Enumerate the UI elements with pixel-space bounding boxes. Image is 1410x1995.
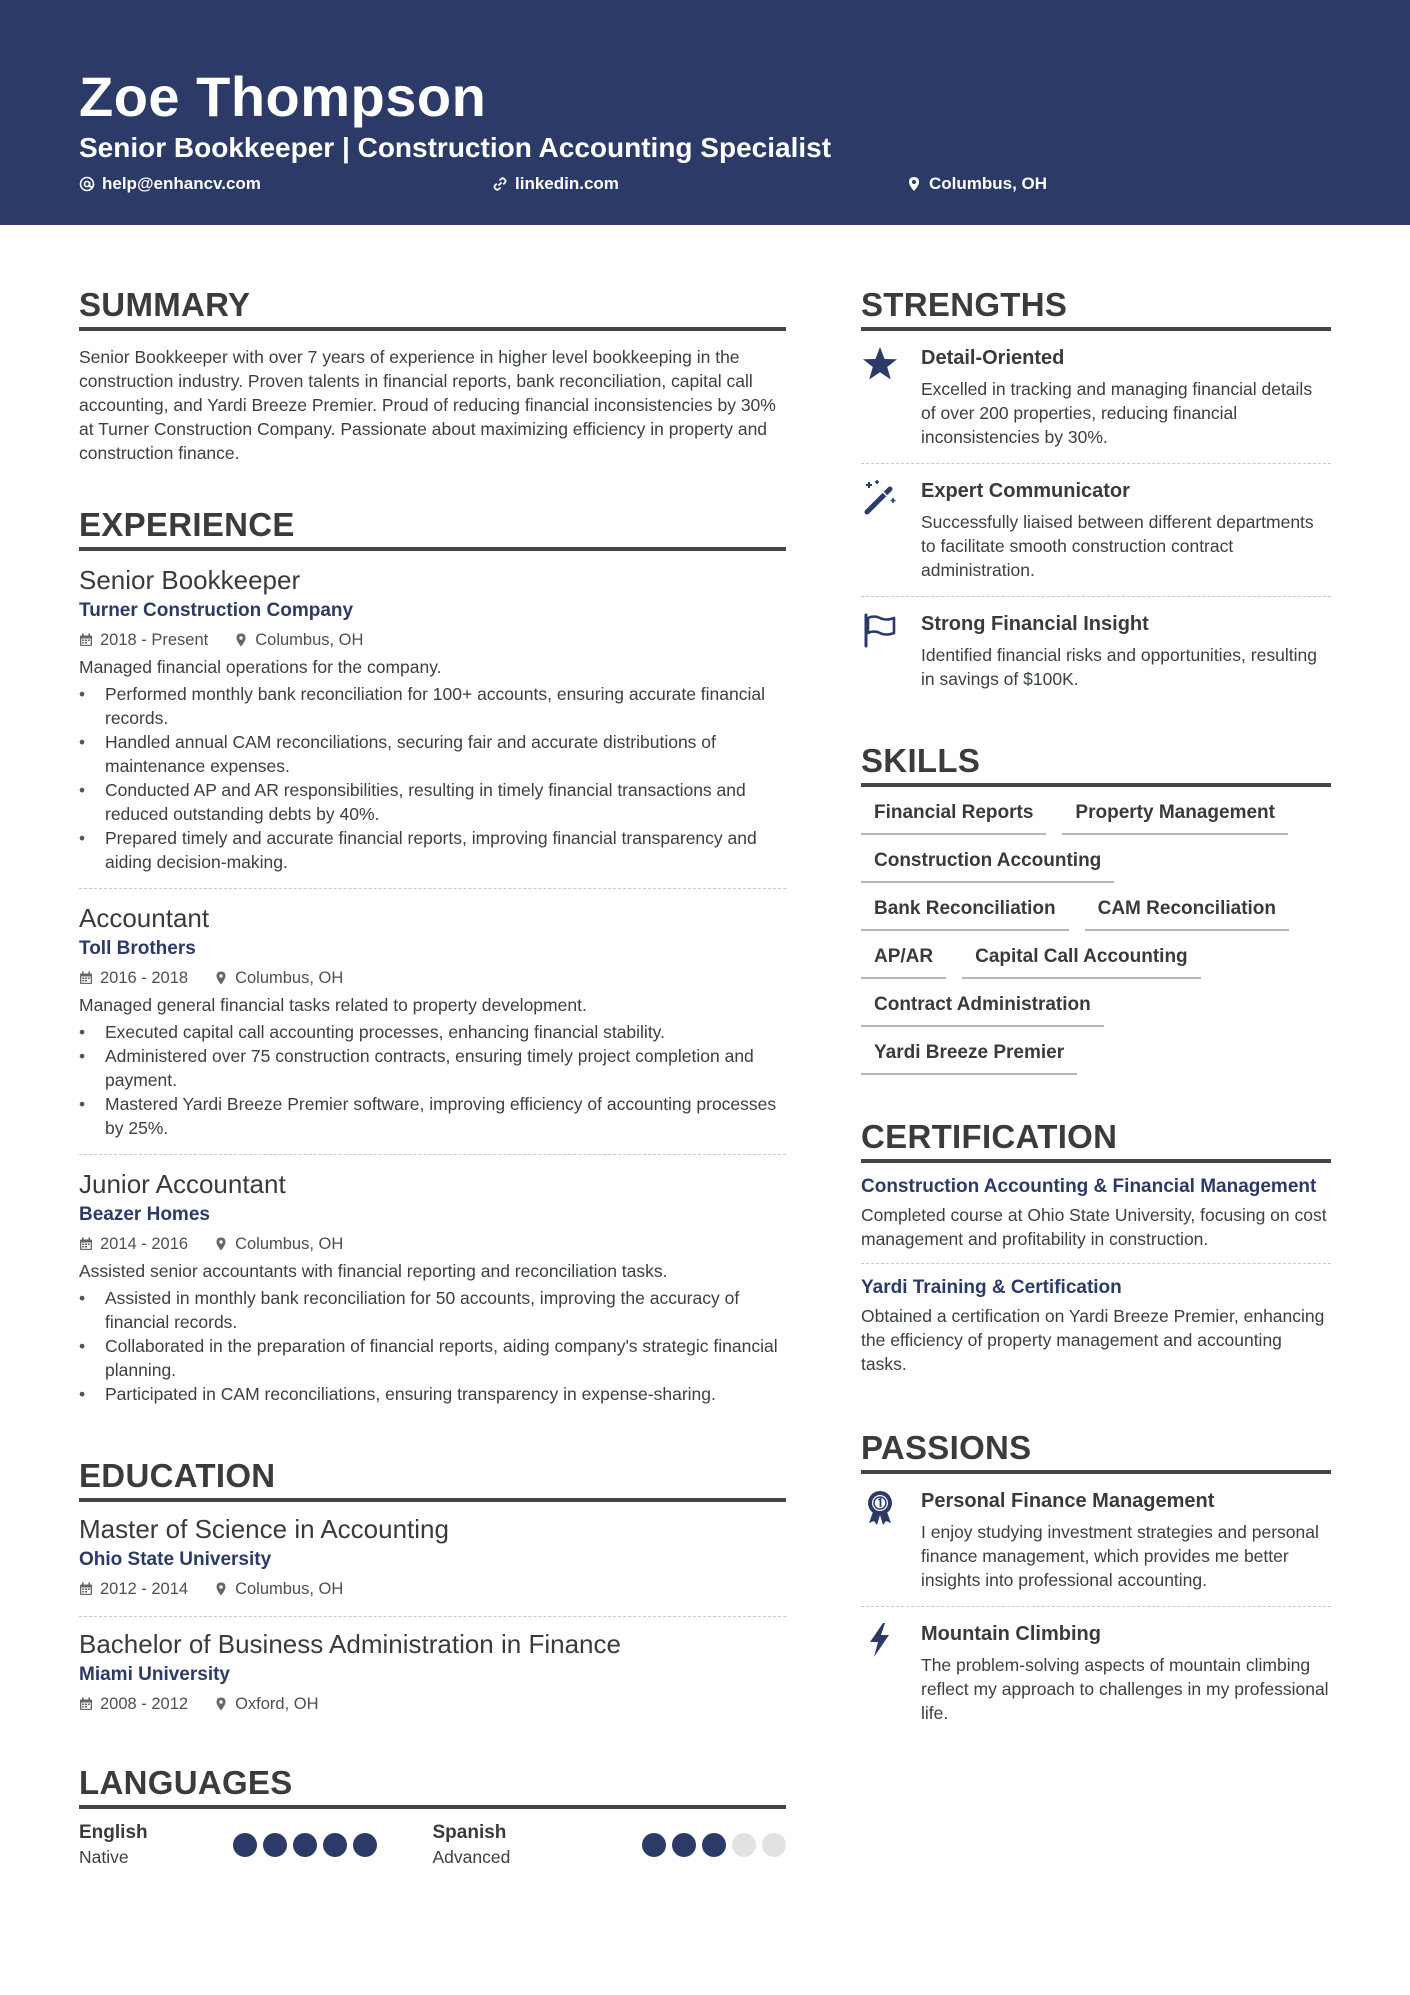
job-description: Managed general financial tasks related to property development.: [79, 995, 587, 1015]
location-pin-icon: [214, 1237, 228, 1251]
calendar-icon: [79, 1582, 93, 1596]
job-meta: [79, 1231, 786, 1257]
language-level: Advanced: [432, 1847, 511, 1867]
rating-dot-filled: [672, 1833, 696, 1857]
experience-section: [79, 505, 786, 1420]
job-dates: [79, 1231, 188, 1257]
strength-title: Expert Communicator: [921, 480, 1130, 502]
skill-tag: Bank Reconciliation: [861, 897, 1069, 931]
location-text: Columbus, OH: [235, 969, 344, 987]
strength-title: Strong Financial Insight: [921, 613, 1149, 635]
right-column: [861, 285, 1331, 1739]
job-company: Turner Construction Company: [79, 600, 354, 621]
language-item: [79, 1821, 433, 1869]
list-item: • Mastered Yardi Breeze Premier software, improving efficiency of accounting processes by 25%.: [79, 1092, 786, 1140]
list-item: • Performed monthly bank reconciliation for 100+ accounts, ensuring accurate financial records.: [79, 682, 786, 730]
summary-heading: SUMMARY: [79, 285, 786, 331]
rating-dot-filled: [293, 1833, 317, 1857]
dates-text: 2008 - 2012: [100, 1695, 189, 1713]
certification-item: [861, 1264, 1331, 1388]
location-pin-icon: [906, 176, 922, 192]
language-item: [433, 1821, 787, 1869]
education-meta: [79, 1691, 786, 1717]
job-description: Managed financial operations for the company.: [79, 657, 442, 677]
list-item: • Collaborated in the preparation of financial reports, aiding company's strategic financial planning.: [79, 1334, 786, 1382]
location-pin-icon: [214, 1697, 228, 1711]
dates-text: 2016 - 2018: [100, 969, 189, 987]
skill-tag: AP/AR: [861, 945, 946, 979]
job-role: Junior Accountant: [79, 1169, 286, 1199]
education-dates: [79, 1576, 188, 1602]
skill-tag: Financial Reports: [861, 801, 1046, 835]
skill-tag: Property Management: [1062, 801, 1288, 835]
language-rating: [642, 1821, 786, 1869]
certification-text: Completed course at Ohio State University, focusing on cost management and profitability in construction.: [861, 1205, 1327, 1249]
at-sign-icon: [79, 176, 95, 192]
list-item: • Administered over 75 construction contracts, ensuring timely project completion and payment.: [79, 1044, 786, 1092]
education-section: [79, 1456, 786, 1731]
calendar-icon: [79, 633, 93, 647]
strength-title: Detail-Oriented: [921, 347, 1065, 369]
language-name: English: [79, 1822, 148, 1843]
strength-item: [861, 464, 1331, 597]
certification-title: Yardi Training & Certification: [861, 1277, 1122, 1298]
summary-text: Senior Bookkeeper with over 7 years of experience in higher level bookkeeping in the construction industry. Proven talents in financial reports, bank reconciliation, capital call accounting, and Yardi Breeze Premier. Proud of reducing financial inconsistencies by 30% at Turner Construction Company. Passionate about maximizing efficiency in property and construction finance.: [79, 347, 776, 463]
job-dates: [79, 627, 208, 653]
skill-tag: Yardi Breeze Premier: [861, 1041, 1077, 1075]
left-column: [79, 285, 786, 1869]
education-heading: EDUCATION: [79, 1456, 786, 1502]
strength-text: Excelled in tracking and managing financial details of over 200 properties, reducing financial inconsistencies by 30%.: [921, 379, 1313, 447]
skills-list: [861, 801, 1331, 1075]
certification-section: [861, 1117, 1331, 1388]
passions-section: [861, 1428, 1331, 1739]
education-location: [214, 1691, 318, 1717]
strength-text: Identified financial risks and opportunities, resulting in savings of $100K.: [921, 645, 1317, 689]
rating-dot-filled: [642, 1833, 666, 1857]
calendar-icon: [79, 1697, 93, 1711]
rating-dot-empty: [762, 1833, 786, 1857]
education-location: [214, 1576, 343, 1602]
list-item: • Assisted in monthly bank reconciliation for 50 accounts, improving the accuracy of financial records.: [79, 1286, 786, 1334]
passion-title: Mountain Climbing: [921, 1623, 1101, 1645]
experience-item: [79, 889, 786, 1155]
award-badge-icon: [861, 1488, 899, 1526]
degree-title: Bachelor of Business Administration in Finance: [79, 1629, 621, 1659]
rating-dot-filled: [353, 1833, 377, 1857]
email-text: help@enhancv.com: [102, 174, 261, 193]
link-icon: [492, 176, 508, 192]
contact-location: [906, 172, 1047, 196]
certification-text: Obtained a certification on Yardi Breeze Premier, enhancing the efficiency of property management and accounting tasks.: [861, 1306, 1325, 1374]
location-text: Columbus, OH: [235, 1580, 344, 1598]
job-location: [214, 1231, 343, 1257]
dates-text: 2012 - 2014: [100, 1580, 189, 1598]
summary-section: [79, 285, 786, 465]
location-pin-icon: [234, 633, 248, 647]
calendar-icon: [79, 971, 93, 985]
job-bullets: [79, 682, 786, 874]
flag-icon: [861, 611, 899, 649]
list-item: • Prepared timely and accurate financial reports, improving financial transparency and aiding decision-making.: [79, 826, 786, 874]
job-company: Toll Brothers: [79, 938, 196, 959]
skills-heading: SKILLS: [861, 741, 1331, 787]
degree-title: Master of Science in Accounting: [79, 1514, 449, 1544]
strengths-section: [861, 285, 1331, 705]
job-location: [214, 965, 343, 991]
skill-tag: Construction Accounting: [861, 849, 1114, 883]
job-location: [234, 627, 363, 653]
passion-text: The problem-solving aspects of mountain climbing reflect my approach to challenges in my professional life.: [921, 1655, 1329, 1723]
experience-item: [79, 1155, 786, 1420]
contact-info: [79, 172, 1329, 196]
dates-text: 2018 - Present: [100, 631, 209, 649]
strength-item: [861, 331, 1331, 464]
education-meta: [79, 1576, 786, 1602]
certification-heading: CERTIFICATION: [861, 1117, 1331, 1163]
location-pin-icon: [214, 971, 228, 985]
skill-tag: CAM Reconciliation: [1085, 897, 1289, 931]
location-text: Columbus, OH: [235, 1235, 344, 1253]
job-meta: [79, 627, 786, 653]
list-item: • Conducted AP and AR responsibilities, resulting in timely financial transactions and reduced outstanding debts by 40%.: [79, 778, 786, 826]
strength-text: Successfully liaised between different departments to facilitate smooth construction contract administration.: [921, 512, 1314, 580]
rating-dot-filled: [233, 1833, 257, 1857]
passion-title: Personal Finance Management: [921, 1490, 1215, 1512]
experience-item: [79, 551, 786, 889]
languages-heading: LANGUAGES: [79, 1763, 786, 1809]
job-description: Assisted senior accountants with financial reporting and reconciliation tasks.: [79, 1261, 668, 1281]
candidate-name: Zoe Thompson: [79, 65, 487, 128]
passion-item: [861, 1474, 1331, 1607]
resume-header: [0, 0, 1410, 225]
location-text: Columbus, OH: [929, 174, 1048, 193]
magic-wand-icon: [861, 478, 899, 516]
languages-section: [79, 1763, 786, 1869]
passion-item: [861, 1607, 1331, 1739]
star-icon: [861, 345, 899, 383]
dates-text: 2014 - 2016: [100, 1235, 189, 1253]
job-bullets: [79, 1020, 786, 1140]
job-role: Senior Bookkeeper: [79, 565, 301, 595]
rating-dot-filled: [702, 1833, 726, 1857]
rating-dot-filled: [323, 1833, 347, 1857]
job-bullets: [79, 1286, 786, 1406]
list-item: • Participated in CAM reconciliations, ensuring transparency in expense-sharing.: [79, 1382, 786, 1406]
strength-item: [861, 597, 1331, 705]
language-name: Spanish: [432, 1822, 507, 1843]
languages-list: [79, 1821, 786, 1869]
school-name: Miami University: [79, 1664, 230, 1685]
rating-dot-filled: [263, 1833, 287, 1857]
skill-tag: Contract Administration: [861, 993, 1104, 1027]
experience-heading: EXPERIENCE: [79, 505, 786, 551]
location-text: Columbus, OH: [255, 631, 364, 649]
certification-item: [861, 1163, 1331, 1264]
contact-linkedin[interactable]: [492, 172, 619, 196]
strengths-heading: STRENGTHS: [861, 285, 1331, 331]
language-level: Native: [79, 1847, 129, 1867]
location-text: Oxford, OH: [235, 1695, 319, 1713]
candidate-title: Senior Bookkeeper | Construction Accounting Specialist: [79, 132, 832, 163]
job-meta: [79, 965, 786, 991]
location-pin-icon: [214, 1582, 228, 1596]
school-name: Ohio State University: [79, 1549, 272, 1570]
job-role: Accountant: [79, 903, 210, 933]
rating-dot-empty: [732, 1833, 756, 1857]
certification-title: Construction Accounting & Financial Management: [861, 1176, 1317, 1197]
passion-text: I enjoy studying investment strategies and personal finance management, which provides me better insights into professional accounting.: [921, 1522, 1319, 1590]
job-company: Beazer Homes: [79, 1204, 210, 1225]
lightning-bolt-icon: [861, 1621, 899, 1659]
contact-email[interactable]: [79, 172, 261, 196]
list-item: • Executed capital call accounting processes, enhancing financial stability.: [79, 1020, 786, 1044]
list-item: • Handled annual CAM reconciliations, securing fair and accurate distributions of maintenance expenses.: [79, 730, 786, 778]
education-item: [79, 1617, 786, 1731]
skills-section: [861, 741, 1331, 1075]
job-dates: [79, 965, 188, 991]
passions-heading: PASSIONS: [861, 1428, 1331, 1474]
linkedin-text: linkedin.com: [515, 174, 619, 193]
skill-tag: Capital Call Accounting: [962, 945, 1201, 979]
education-item: [79, 1502, 786, 1617]
education-dates: [79, 1691, 188, 1717]
language-rating: [233, 1821, 377, 1869]
calendar-icon: [79, 1237, 93, 1251]
